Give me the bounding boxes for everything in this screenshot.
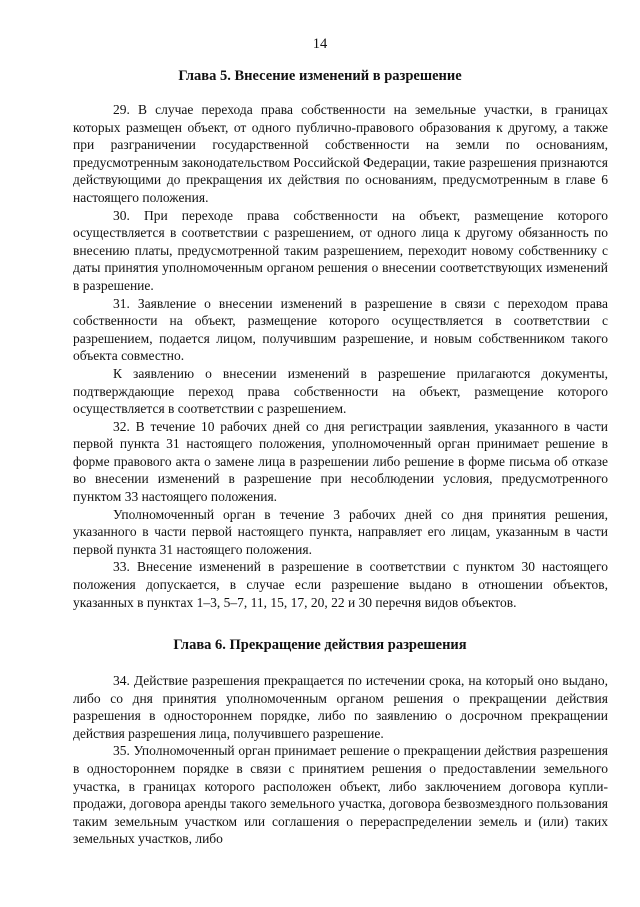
paragraph-29: 29. В случае перехода права собственности на земельные участки, в границах которых размещен объект, от одного публично-правового образования к другому, а также при разграничении государственной собственности на земли по основаниям, предусмотренным законодательством Российской Федерации, такие разрешения признаются действующими до прекращения их действия по основаниям, предусмотренным в главе 6 настоящего положения. (73, 102, 608, 205)
chapter-5-title: Глава 5. Внесение изменений в разрешение (178, 68, 462, 84)
chapter-6-title: Глава 6. Прекращение действия разрешения (173, 637, 467, 653)
paragraph-33: 33. Внесение изменений в разрешение в соответствии с пунктом 30 настоящего положения допускается, в случае если разрешение выдано в отношении объектов, указанных в пунктах 1–3, 5–7, 11, 15, 17, 20, 22 и 30 перечня видов объектов. (73, 559, 608, 610)
chapter-5-body (73, 101, 608, 611)
paragraph-31-attachments: К заявлению о внесении изменений в разрешение прилагаются документы, подтверждающие переход права собственности на объект, размещение которого осуществляется в соответствии с разрешением. (73, 365, 608, 417)
paragraph-34: 34. Действие разрешения прекращается по истечении срока, на который оно выдано, либо со дня принятия уполномоченным органом решения о прекращении действия разрешения в одностороннем порядке, либо по заявлению о досрочном прекращении действия разрешения лица, получившего разрешение. (73, 673, 608, 741)
paragraph-30: 30. При переходе права собственности на объект, размещение которого осуществляется в соответствии с разрешением, от одного лица к другому обязанность по внесению платы, предусмотренной таким разрешением, переходит новому собственнику с даты принятия уполномоченным органом решения о внесении соответствующих изменений в разрешение. (73, 207, 608, 293)
paragraph-35: 35. Уполномоченный орган принимает решение о прекращении действия разрешения в одностороннем порядке в связи с принятием решения о предоставлении земельного участка, в границах которого расположен объект, либо заключением договора купли-продажи, договора аренды такого земельного участка, договора безвозмездного пользования таким земельным участком или соглашения о перераспределении земель и (или) таких земельных участков, либо (73, 743, 608, 847)
paragraph-32: 32. В течение 10 рабочих дней со дня регистрации заявления, указанного в части первой пункта 31 настоящего положения, уполномоченный орган принимает решение в форме правового акта о замене лица в разрешении либо решение в форме письма об отказе во внесении изменений в разрешение при несоблюдении условия, предусмотренного пунктом 33 настоящего положения. (73, 418, 608, 505)
paragraph-32-notification: Уполномоченный орган в течение 3 рабочих дней со дня принятия решения, указанного в части первой настоящего пункта, направляет его лицам, указанным в части первой пункта 31 настоящего положения. (73, 506, 608, 557)
chapter-6-body (73, 672, 608, 848)
paragraph-31: 31. Заявление о внесении изменений в разрешение в связи с переходом права собственности на объект, размещение которого осуществляется в соответствии с разрешением, подается лицом, получившим разрешение, и новым собственником такого объекта совместно. (73, 295, 608, 364)
page-number: 14 (312, 36, 328, 52)
